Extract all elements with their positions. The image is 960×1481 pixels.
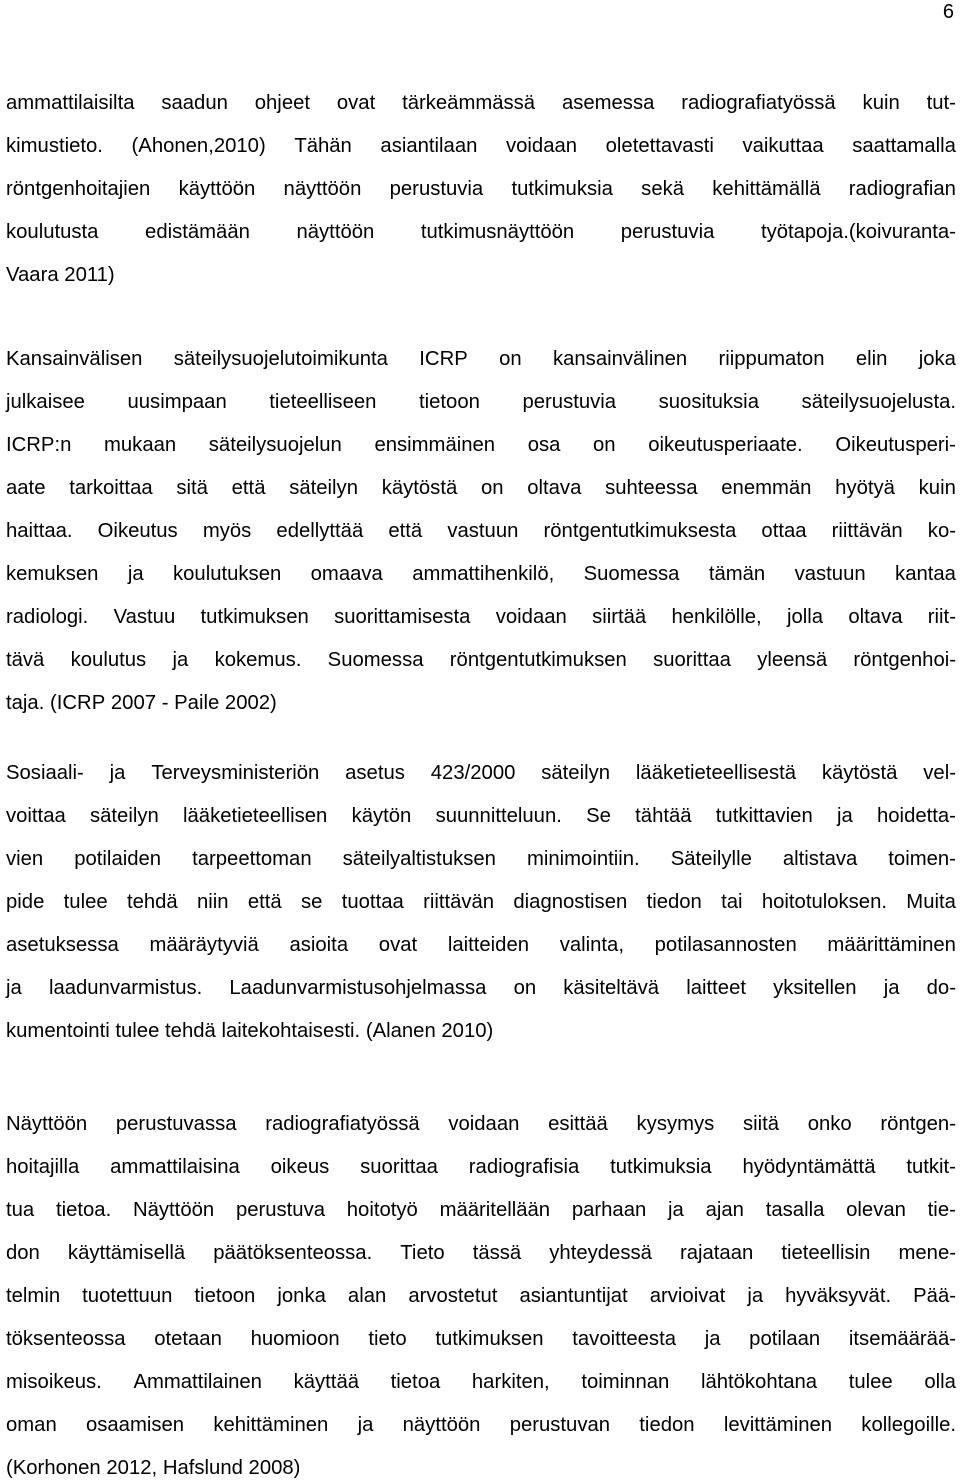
word: tähtää bbox=[635, 805, 692, 827]
word: perustuvan bbox=[509, 1414, 611, 1436]
word: 2007 bbox=[110, 692, 157, 714]
text-line bbox=[6, 519, 956, 543]
word: perustuvia bbox=[522, 391, 617, 413]
word: tämän bbox=[708, 563, 766, 585]
word: laitteiden bbox=[447, 934, 530, 956]
text-line bbox=[6, 890, 956, 914]
word: töksenteossa bbox=[6, 1328, 126, 1350]
word: taja. bbox=[6, 692, 45, 714]
word: kuin bbox=[918, 477, 956, 499]
word: Näyttöön bbox=[6, 1113, 88, 1135]
word: oman bbox=[6, 1414, 57, 1436]
word: aate bbox=[6, 477, 46, 499]
word: (Korhonen bbox=[6, 1457, 101, 1479]
text-line bbox=[6, 1198, 956, 1222]
word: tieteelliseen bbox=[269, 391, 377, 413]
word: altistava bbox=[782, 848, 858, 870]
word: tieto bbox=[368, 1328, 407, 1350]
word: ovat bbox=[378, 934, 418, 956]
word: Terveysministeriön bbox=[151, 762, 320, 784]
word: edellyttää bbox=[276, 520, 364, 542]
word: tietoon bbox=[419, 391, 480, 413]
word: säteilyn bbox=[289, 477, 358, 499]
word: Se bbox=[586, 805, 611, 827]
text-line bbox=[6, 761, 956, 785]
word: tulee bbox=[63, 891, 108, 913]
word: ja bbox=[6, 977, 22, 999]
word: riit- bbox=[927, 606, 956, 628]
word: että bbox=[231, 477, 266, 499]
word: ja bbox=[357, 1414, 374, 1436]
word: osaamisen bbox=[85, 1414, 185, 1436]
word: Tieto bbox=[400, 1242, 445, 1264]
word: itsemäärää- bbox=[848, 1328, 956, 1350]
word: Hafslund bbox=[162, 1457, 243, 1479]
text-line bbox=[6, 1241, 956, 1265]
word: tarkoittaa bbox=[69, 477, 153, 499]
word: käsiteltävä bbox=[563, 977, 660, 999]
word: kehittämällä bbox=[712, 178, 821, 200]
text-line bbox=[6, 1284, 956, 1308]
word: parhaan bbox=[571, 1199, 647, 1221]
word: toimen- bbox=[888, 848, 956, 870]
text-line bbox=[6, 390, 956, 414]
text-line bbox=[6, 562, 956, 586]
word: tutkimuksia bbox=[610, 1156, 712, 1178]
word: olevan bbox=[846, 1199, 906, 1221]
page-number: 6 bbox=[942, 1, 954, 23]
word: Paile bbox=[174, 692, 220, 714]
word: tutkit- bbox=[906, 1156, 956, 1178]
word: kokemus. bbox=[214, 649, 302, 671]
word: ICRP bbox=[419, 348, 468, 370]
word: voidaan bbox=[448, 1113, 520, 1135]
word: pide bbox=[6, 891, 45, 913]
word: hyötyä bbox=[835, 477, 895, 499]
word: käyttää bbox=[293, 1371, 359, 1393]
text-line bbox=[6, 976, 956, 1000]
word: ja bbox=[172, 649, 189, 671]
word: lääketieteellisestä bbox=[635, 762, 796, 784]
word: se bbox=[301, 891, 323, 913]
text-line bbox=[6, 347, 956, 371]
text-line bbox=[6, 605, 956, 629]
word: yhteydessä bbox=[549, 1242, 652, 1264]
word: tiedon bbox=[646, 891, 702, 913]
word: Pää- bbox=[913, 1285, 956, 1307]
word: ammattilaisilta bbox=[6, 92, 135, 114]
word: levittäminen bbox=[723, 1414, 833, 1436]
word: yleensä bbox=[757, 649, 828, 671]
word: ja bbox=[668, 1199, 684, 1221]
word: oikeus bbox=[270, 1156, 330, 1178]
word: säteilysuojelun bbox=[208, 434, 342, 456]
word: tut- bbox=[926, 92, 956, 114]
word: sekä bbox=[641, 178, 685, 200]
word: on bbox=[499, 348, 522, 370]
word: ko- bbox=[927, 520, 956, 542]
word: edistämään bbox=[145, 221, 250, 243]
word: misoikeus. bbox=[6, 1371, 102, 1393]
word: suorittamisesta bbox=[334, 606, 471, 628]
word: ja bbox=[836, 805, 853, 827]
word: julkaisee bbox=[6, 391, 85, 413]
word: voidaan bbox=[506, 135, 578, 157]
word: tietoa. bbox=[55, 1199, 112, 1221]
word: lääketieteellisen bbox=[183, 805, 328, 827]
word: näyttöön bbox=[283, 178, 362, 200]
word: toiminnan bbox=[581, 1371, 670, 1393]
word: ja bbox=[704, 1328, 721, 1350]
word: röntgentutkimuksen bbox=[449, 649, 627, 671]
word: don bbox=[6, 1242, 40, 1264]
word: Ammattilainen bbox=[133, 1371, 262, 1393]
word: tutkimuksia bbox=[511, 178, 613, 200]
word: tarpeettoman bbox=[192, 848, 312, 870]
word: elin bbox=[855, 348, 888, 370]
word: koulutusta bbox=[6, 221, 99, 243]
text-line bbox=[6, 476, 956, 500]
word: vastuun bbox=[447, 520, 519, 542]
word: tehdä bbox=[126, 891, 178, 913]
word: tieteellisin bbox=[781, 1242, 871, 1264]
word: siitä bbox=[742, 1113, 780, 1135]
word: potilaan bbox=[749, 1328, 821, 1350]
word: päätöksenteossa. bbox=[213, 1242, 373, 1264]
word: saadun bbox=[161, 92, 228, 114]
text-line bbox=[6, 263, 956, 287]
word: (Alanen bbox=[365, 1020, 436, 1042]
word: tasalla bbox=[765, 1199, 825, 1221]
word: tua bbox=[6, 1199, 35, 1221]
word: asiantilaan bbox=[380, 135, 478, 157]
word: tehdä bbox=[165, 1020, 216, 1042]
word: Säteilylle bbox=[670, 848, 752, 870]
word: 2008) bbox=[248, 1457, 301, 1479]
word: röntgenhoi- bbox=[853, 649, 956, 671]
word: hoitotuloksen. bbox=[761, 891, 887, 913]
word: Laadunvarmistusohjelmassa bbox=[229, 977, 487, 999]
word: tai bbox=[721, 891, 743, 913]
text-line bbox=[6, 91, 956, 115]
text-line bbox=[6, 1155, 956, 1179]
text-line bbox=[6, 648, 956, 672]
word: 423/2000 bbox=[430, 762, 516, 784]
word: olla bbox=[924, 1371, 956, 1393]
text-line bbox=[6, 1112, 956, 1136]
word: radiografian bbox=[848, 178, 956, 200]
word: kemuksen bbox=[6, 563, 99, 585]
word: huomioon bbox=[250, 1328, 340, 1350]
word: kansainvälinen bbox=[552, 348, 688, 370]
word: asetus bbox=[345, 762, 405, 784]
word: röntgenhoitajien bbox=[6, 178, 151, 200]
word: alan bbox=[347, 1285, 387, 1307]
word: jolla bbox=[787, 606, 824, 628]
word: ammattilaisina bbox=[110, 1156, 240, 1178]
word: joka bbox=[918, 348, 956, 370]
word: säteilyaltistuksen bbox=[342, 848, 496, 870]
word: 2002) bbox=[224, 692, 277, 714]
word: potilasannosten bbox=[654, 934, 797, 956]
word: kysymys bbox=[636, 1113, 715, 1135]
word: henkilölle, bbox=[671, 606, 762, 628]
word: Oikeutus bbox=[97, 520, 178, 542]
word: otetaan bbox=[154, 1328, 222, 1350]
word: arvioivat bbox=[649, 1285, 726, 1307]
text-line bbox=[6, 1370, 956, 1394]
word: siirtää bbox=[592, 606, 647, 628]
word: tutkimuksen bbox=[200, 606, 309, 628]
word: tuottaa bbox=[341, 891, 404, 913]
word: tulee bbox=[848, 1371, 893, 1393]
text-line bbox=[6, 433, 956, 457]
word: radiografiatyössä bbox=[265, 1113, 420, 1135]
word: Vastuu bbox=[113, 606, 176, 628]
word: laadunvarmistus. bbox=[48, 977, 203, 999]
word: asemessa bbox=[561, 92, 655, 114]
word: koulutus bbox=[70, 649, 147, 671]
word: käytön bbox=[351, 805, 412, 827]
word: määritellään bbox=[439, 1199, 551, 1221]
text-line bbox=[6, 847, 956, 871]
text-line bbox=[6, 804, 956, 828]
text-line bbox=[6, 1327, 956, 1351]
word: tutkimusnäyttöön bbox=[420, 221, 575, 243]
word: kehittäminen bbox=[213, 1414, 329, 1436]
word: yksitellen bbox=[773, 977, 857, 999]
word: harkiten, bbox=[471, 1371, 550, 1393]
word: riittävän bbox=[831, 520, 903, 542]
word: näyttöön bbox=[402, 1414, 481, 1436]
word: telmin bbox=[6, 1285, 61, 1307]
word: asetuksessa bbox=[6, 934, 119, 956]
word: on bbox=[480, 477, 504, 499]
text-line bbox=[6, 220, 956, 244]
word: niin bbox=[197, 891, 229, 913]
word: ajan bbox=[705, 1199, 744, 1221]
word: (Ahonen,2010) bbox=[131, 135, 266, 157]
word: saattamalla bbox=[852, 135, 956, 157]
word: säteilysuojelusta. bbox=[801, 391, 956, 413]
word: suunnitteluun. bbox=[435, 805, 562, 827]
word: ovat bbox=[336, 92, 376, 114]
word: että bbox=[247, 891, 282, 913]
word: omaava bbox=[310, 563, 383, 585]
word: vaikuttaa bbox=[742, 135, 824, 157]
word: Vaara bbox=[6, 264, 59, 286]
word: tutkittavien bbox=[715, 805, 813, 827]
word: perustuvia bbox=[620, 221, 715, 243]
word: kantaa bbox=[895, 563, 956, 585]
word: ammattihenkilö, bbox=[412, 563, 555, 585]
word: että bbox=[388, 520, 423, 542]
word: Sosiaali- bbox=[6, 762, 84, 784]
word: laitekohtaisesti. bbox=[221, 1020, 361, 1042]
word: rajataan bbox=[679, 1242, 754, 1264]
word: do- bbox=[926, 977, 956, 999]
word: radiografisia bbox=[468, 1156, 580, 1178]
word: suorittaa bbox=[653, 649, 731, 671]
word: ja bbox=[747, 1285, 764, 1307]
word: jonka bbox=[277, 1285, 326, 1307]
word: (ICRP bbox=[50, 692, 106, 714]
text-line bbox=[6, 691, 956, 715]
word: suosituksia bbox=[658, 391, 759, 413]
word: ottaa bbox=[761, 520, 807, 542]
word: on bbox=[593, 434, 616, 456]
text-line bbox=[6, 933, 956, 957]
word: sitä bbox=[176, 477, 208, 499]
word: - bbox=[161, 692, 169, 714]
word: on bbox=[513, 977, 537, 999]
word: tietoon bbox=[194, 1285, 256, 1307]
word: hoidetta- bbox=[877, 805, 956, 827]
text-line bbox=[6, 134, 956, 158]
word: 2010) bbox=[441, 1020, 494, 1042]
word: käytöstä bbox=[381, 477, 458, 499]
word: radiologi. bbox=[6, 606, 89, 628]
word: perustuvassa bbox=[115, 1113, 237, 1135]
word: tuotettuun bbox=[82, 1285, 173, 1307]
word: hoitotyö bbox=[346, 1199, 418, 1221]
word: osa bbox=[527, 434, 561, 456]
word: arvostetut bbox=[408, 1285, 498, 1307]
word: minimointiin. bbox=[526, 848, 640, 870]
word: oltava bbox=[527, 477, 582, 499]
word: hoitajilla bbox=[6, 1156, 80, 1178]
word: määrittäminen bbox=[827, 934, 956, 956]
word: Kansainvälisen bbox=[6, 348, 143, 370]
word: säteilyn bbox=[90, 805, 159, 827]
word: valinta, bbox=[559, 934, 624, 956]
word: tässä bbox=[472, 1242, 522, 1264]
word: säteilyn bbox=[541, 762, 611, 784]
word: Suomessa bbox=[583, 563, 680, 585]
word: suhteessa bbox=[605, 477, 698, 499]
word: Suomessa bbox=[327, 649, 424, 671]
word: tie- bbox=[927, 1199, 956, 1221]
word: tutkimuksen bbox=[435, 1328, 544, 1350]
word: ja bbox=[109, 762, 126, 784]
word: kollegoille. bbox=[861, 1414, 956, 1436]
word: tietoa bbox=[390, 1371, 441, 1393]
word: 2012, bbox=[106, 1457, 158, 1479]
word: hyödyntämättä bbox=[742, 1156, 876, 1178]
word: oltava bbox=[848, 606, 903, 628]
word: tavoitteesta bbox=[572, 1328, 676, 1350]
word: röntgen- bbox=[880, 1113, 956, 1135]
word: laitteet bbox=[686, 977, 746, 999]
text-line bbox=[6, 177, 956, 201]
word: käyttöön bbox=[178, 178, 256, 200]
word: ja bbox=[883, 977, 900, 999]
word: näyttöön bbox=[296, 221, 375, 243]
word: esittää bbox=[548, 1113, 608, 1135]
word: ohjeet bbox=[254, 92, 311, 114]
word: tärkeämmässä bbox=[402, 92, 536, 114]
word: röntgentutkimuksesta bbox=[543, 520, 737, 542]
word: voidaan bbox=[495, 606, 567, 628]
word: ICRP:n bbox=[6, 434, 72, 456]
word: asioita bbox=[289, 934, 349, 956]
word: diagnostisen bbox=[513, 891, 628, 913]
word: työtapoja.(koivuranta- bbox=[760, 221, 956, 243]
word: ensimmäinen bbox=[374, 434, 496, 456]
word: radiografiatyössä bbox=[681, 92, 836, 114]
word: uusimpaan bbox=[127, 391, 227, 413]
word: Muita bbox=[906, 891, 956, 913]
word: lähtökohtana bbox=[700, 1371, 818, 1393]
word: käytöstä bbox=[821, 762, 898, 784]
word: voittaa bbox=[6, 805, 66, 827]
word: hyväksyvät. bbox=[785, 1285, 892, 1307]
word: mukaan bbox=[104, 434, 177, 456]
word: kimustieto. bbox=[6, 135, 103, 157]
word: perustuva bbox=[235, 1199, 326, 1221]
word: kuin bbox=[862, 92, 900, 114]
word: vastuun bbox=[794, 563, 866, 585]
word: enemmän bbox=[721, 477, 812, 499]
word: oikeutusperiaate. bbox=[648, 434, 803, 456]
word: perustuvia bbox=[389, 178, 484, 200]
word: riippumaton bbox=[718, 348, 825, 370]
word: 2011) bbox=[64, 264, 115, 286]
word: ja bbox=[127, 563, 144, 585]
text-line bbox=[6, 1413, 956, 1437]
word: haittaa. bbox=[6, 520, 73, 542]
word: suorittaa bbox=[360, 1156, 438, 1178]
word: vel- bbox=[923, 762, 956, 784]
word: vien bbox=[6, 848, 44, 870]
word: myös bbox=[202, 520, 252, 542]
word: määräytyviä bbox=[149, 934, 259, 956]
word: säteilysuojelutoimikunta bbox=[173, 348, 388, 370]
word: käyttämisellä bbox=[67, 1242, 186, 1264]
word: Tähän bbox=[294, 135, 352, 157]
text-line bbox=[6, 1456, 956, 1480]
word: potilaiden bbox=[74, 848, 162, 870]
word: oletettavasti bbox=[605, 135, 714, 157]
word: tulee bbox=[115, 1020, 160, 1042]
word: asiantuntijat bbox=[519, 1285, 628, 1307]
word: kumentointi bbox=[6, 1020, 110, 1042]
word: Näyttöön bbox=[132, 1199, 215, 1221]
text-line bbox=[6, 1019, 956, 1043]
word: onko bbox=[807, 1113, 852, 1135]
word: tiedon bbox=[639, 1414, 695, 1436]
word: riittävän bbox=[423, 891, 495, 913]
word: Oikeutusperi- bbox=[835, 434, 956, 456]
word: tävä bbox=[6, 649, 45, 671]
word: koulutuksen bbox=[173, 563, 282, 585]
word: mene- bbox=[898, 1242, 956, 1264]
